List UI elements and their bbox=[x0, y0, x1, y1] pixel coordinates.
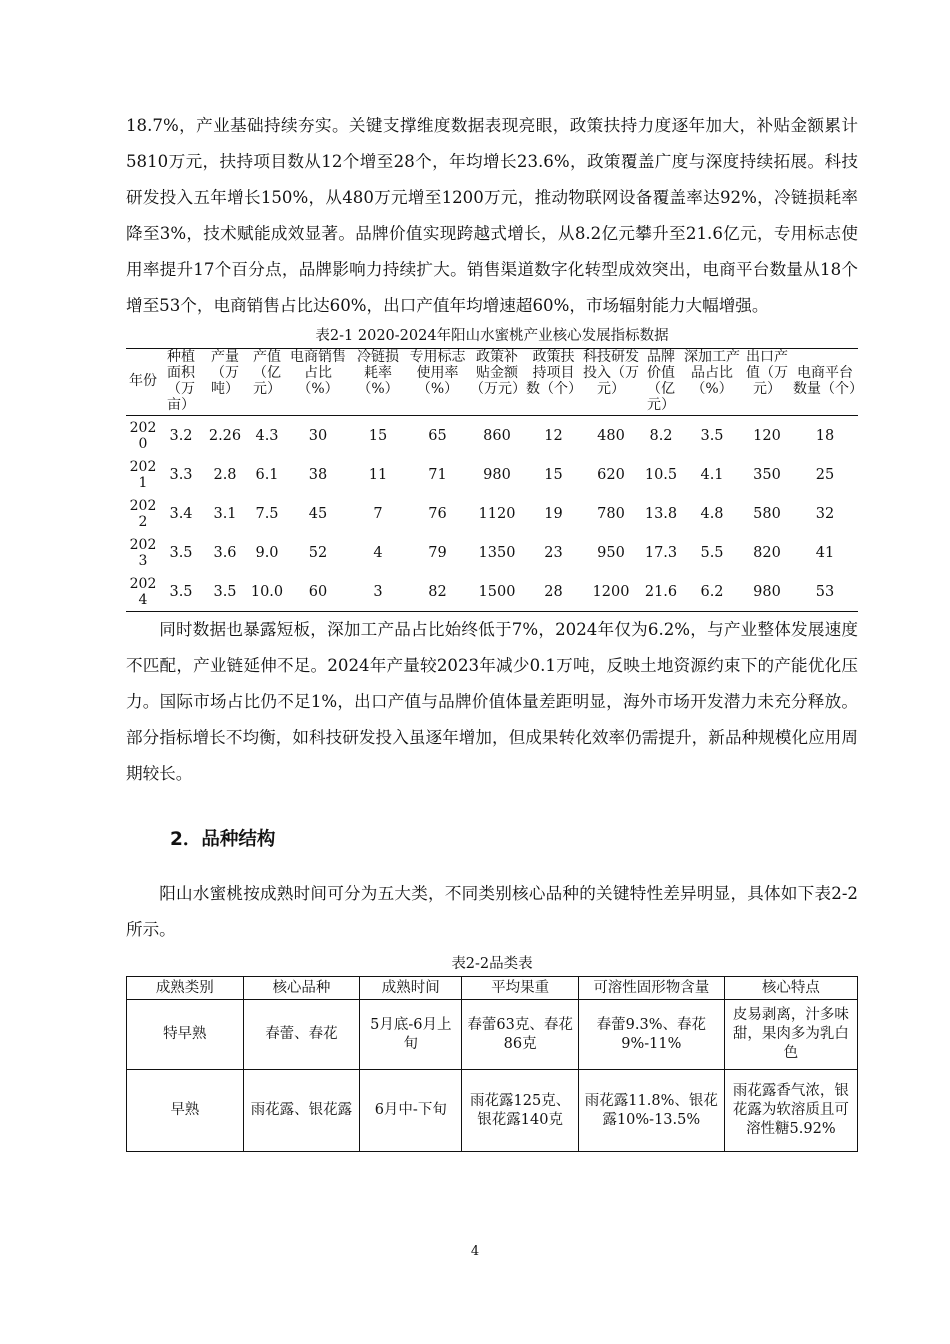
table1-cell: 3.1 bbox=[213, 505, 237, 522]
table1-cell: 12 bbox=[544, 427, 563, 444]
table1-cell: 580 bbox=[753, 505, 781, 522]
table1-cell: 860 bbox=[483, 427, 511, 444]
year-cell: 2022 bbox=[129, 497, 157, 530]
table1-cell: 71 bbox=[428, 466, 447, 483]
year-cell: 2021 bbox=[129, 458, 157, 491]
table1-cell: 32 bbox=[815, 505, 835, 522]
table2-cell: 6月中-下旬 bbox=[360, 1070, 462, 1152]
table1-cell: 5.5 bbox=[700, 544, 724, 561]
table1-cell: 3.5 bbox=[169, 544, 193, 561]
page-number: 4 bbox=[470, 1244, 480, 1259]
table1-cell: 65 bbox=[428, 427, 447, 444]
table1-cell: 17.3 bbox=[644, 544, 678, 561]
table2-cell: 雨花露香气浓，银花露为软溶质且可溶性糖5.92% bbox=[724, 1070, 857, 1152]
table1-cell: 18 bbox=[815, 427, 835, 444]
table1-header: 电商销售占比（%） bbox=[286, 349, 350, 416]
table1-cell: 21.6 bbox=[644, 583, 678, 600]
table1-cell: 53 bbox=[815, 583, 835, 600]
table2-row bbox=[127, 1070, 858, 1152]
table2-cell: 雨花露、银花露 bbox=[243, 1070, 360, 1152]
table1-cell: 2.8 bbox=[213, 466, 237, 483]
table1-cell: 52 bbox=[308, 544, 328, 561]
table1-cell: 76 bbox=[428, 505, 447, 522]
table1-header: 政策扶持项目数（个） bbox=[525, 349, 582, 416]
table1-cell: 1500 bbox=[478, 583, 516, 600]
table1-cell: 82 bbox=[428, 583, 447, 600]
table2-header-row bbox=[127, 977, 858, 1000]
table1-cell: 79 bbox=[428, 544, 447, 561]
table1-row bbox=[126, 494, 858, 533]
section-heading: 2．品种结构 bbox=[170, 829, 276, 850]
table1-row bbox=[126, 572, 858, 612]
third-paragraph: 阳山水蜜桃按成熟时间可分为五大类，不同类别核心品种的关键特性差异明显，具体如下表2-2所示。 bbox=[126, 884, 858, 939]
table1-cell: 1200 bbox=[592, 583, 630, 600]
table1-cell: 4 bbox=[373, 544, 383, 561]
table1-header: 科技研发投入（万元） bbox=[582, 349, 640, 416]
table1-header-row bbox=[126, 349, 858, 416]
table1-caption: 表2-1 2020-2024年阳山水蜜桃产业核心发展指标数据 bbox=[315, 328, 669, 344]
year-cell: 2023 bbox=[129, 536, 157, 569]
table1-header: 产值（亿元） bbox=[248, 349, 286, 416]
table2-cell: 春蕾9.3%、春花9%-11% bbox=[578, 1000, 724, 1070]
table1-cell: 3.5 bbox=[169, 583, 193, 600]
table1-header: 产量（万吨） bbox=[202, 349, 248, 416]
table1-cell: 11 bbox=[368, 466, 388, 483]
table1-cell: 19 bbox=[544, 505, 563, 522]
table1-header: 品牌价值（亿元） bbox=[640, 349, 682, 416]
table1-cell: 4.1 bbox=[700, 466, 724, 483]
table2-cell: 皮易剥离，汁多味甜，果肉多为乳白色 bbox=[724, 1000, 857, 1070]
table1-cell: 41 bbox=[815, 544, 835, 561]
year-cell: 2020 bbox=[129, 419, 157, 452]
table1-header: 年份 bbox=[126, 349, 160, 416]
table1-header: 出口产值（万元） bbox=[742, 349, 792, 416]
table1-cell: 25 bbox=[815, 466, 835, 483]
table2-cell: 雨花露125克、银花露140克 bbox=[462, 1070, 579, 1152]
table1-cell: 3.6 bbox=[213, 544, 237, 561]
table1-header: 深加工产品占比（%） bbox=[682, 349, 742, 416]
table2-cell: 春蕾63克、春花86克 bbox=[462, 1000, 579, 1070]
table1-body bbox=[126, 416, 858, 612]
table1-header: 种植面积（万亩） bbox=[160, 349, 202, 416]
year-cell: 2024 bbox=[129, 575, 157, 608]
table1-cell: 38 bbox=[308, 466, 328, 483]
table1-cell: 6.1 bbox=[255, 466, 279, 483]
table1-cell: 350 bbox=[753, 466, 781, 483]
table1-cell: 7 bbox=[373, 505, 383, 522]
table1-cell: 4.3 bbox=[255, 427, 279, 444]
table1-cell: 9.0 bbox=[255, 544, 279, 561]
table1-cell: 3.3 bbox=[169, 466, 193, 483]
table1-header: 专用标志使用率（%） bbox=[406, 349, 469, 416]
table1-cell: 45 bbox=[308, 505, 328, 522]
table1-cell: 23 bbox=[544, 544, 563, 561]
intro-paragraph: 18.7%，产业基础持续夯实。关键支撑维度数据表现亮眼，政策扶持力度逐年加大，补贴金额累计5810万元，扶持项目数从12个增至28个，年均增长23.6%，政策覆盖广度与深度持续拓展。科技研发投入五年增长150%，从480万元增至1200万元，推动物联网设备覆盖率达92%，冷链损耗率降至3%，技术赋能成效显著。品牌价值实现跨越式增长，从8.2亿元攀升至21.6亿元，专用标志使用率提升17个百分点，品牌影响力持续扩大。销售渠道数字化转型成效突出，电商平台数量从18个增至53个，电商销售占比达60%，出口产值年均增速超60%，市场辐射能力大幅增强。 bbox=[126, 116, 858, 315]
table1-cell: 480 bbox=[597, 427, 625, 444]
table2-cell: 早熟 bbox=[127, 1070, 244, 1152]
table1-cell: 10.0 bbox=[250, 583, 284, 600]
table2-header: 可溶性固形物含量 bbox=[578, 977, 724, 1000]
table1-cell: 3.4 bbox=[169, 505, 193, 522]
table2-header: 成熟时间 bbox=[360, 977, 462, 1000]
table1-row bbox=[126, 416, 858, 456]
table1-cell: 820 bbox=[753, 544, 781, 561]
table1-cell: 3.5 bbox=[700, 427, 724, 444]
table2-cell: 雨花露11.8%、银花露10%-13.5% bbox=[578, 1070, 724, 1152]
table1-cell: 30 bbox=[308, 427, 328, 444]
table1-cell: 1350 bbox=[478, 544, 516, 561]
second-paragraph: 同时数据也暴露短板，深加工产品占比始终低于7%，2024年仅为6.2%，与产业整体发展速度不匹配，产业链延伸不足。2024年产量较2023年减少0.1万吨，反映土地资源约束下的产能优化压力。国际市场占比仍不足1%，出口产值与品牌价值体量差距明显，海外市场开发潜力未充分释放。部分指标增长不均衡，如科技研发投入虽逐年增加，但成果转化效率仍需提升，新品种规模化应用周期较长。 bbox=[126, 620, 858, 783]
table2-cell: 5月底-6月上旬 bbox=[360, 1000, 462, 1070]
table1-cell: 13.8 bbox=[644, 505, 678, 522]
table1-cell: 980 bbox=[753, 583, 781, 600]
table1-cell: 3.2 bbox=[169, 427, 193, 444]
variety-table bbox=[126, 976, 858, 1152]
table2-header: 核心特点 bbox=[724, 977, 857, 1000]
table1-cell: 980 bbox=[483, 466, 511, 483]
table2-header: 平均果重 bbox=[462, 977, 579, 1000]
table1-header: 冷链损耗率（%） bbox=[350, 349, 406, 416]
table1-row bbox=[126, 455, 858, 494]
table1-cell: 1120 bbox=[478, 505, 516, 522]
table2-caption: 表2-2品类表 bbox=[451, 956, 533, 972]
table1-cell: 7.5 bbox=[255, 505, 279, 522]
table1-cell: 3 bbox=[373, 583, 383, 600]
table1-cell: 3.5 bbox=[213, 583, 237, 600]
table2-cell: 特早熟 bbox=[127, 1000, 244, 1070]
table1-cell: 620 bbox=[597, 466, 625, 483]
indicator-table bbox=[126, 348, 863, 612]
table1-cell: 6.2 bbox=[700, 583, 724, 600]
table1-cell: 2.26 bbox=[208, 427, 242, 444]
table2-row bbox=[127, 1000, 858, 1070]
table1-cell: 4.8 bbox=[700, 505, 724, 522]
document-page bbox=[126, 108, 863, 1152]
table1-header: 政策补贴金额（万元） bbox=[469, 349, 525, 416]
table2-header: 核心品种 bbox=[243, 977, 360, 1000]
table1-row bbox=[126, 533, 858, 572]
table1-cell: 8.2 bbox=[649, 427, 673, 444]
table1-cell: 15 bbox=[368, 427, 388, 444]
table1-cell: 60 bbox=[308, 583, 328, 600]
table1-cell: 15 bbox=[544, 466, 563, 483]
table1-cell: 10.5 bbox=[644, 466, 678, 483]
table2-body bbox=[127, 1000, 858, 1152]
table1-cell: 950 bbox=[597, 544, 625, 561]
table2-cell: 春蕾、春花 bbox=[243, 1000, 360, 1070]
table1-header: 电商平台数量（个） bbox=[792, 349, 858, 416]
table1-cell: 120 bbox=[753, 427, 781, 444]
table1-cell: 780 bbox=[597, 505, 625, 522]
table1-cell: 28 bbox=[544, 583, 563, 600]
table2-header: 成熟类别 bbox=[127, 977, 244, 1000]
